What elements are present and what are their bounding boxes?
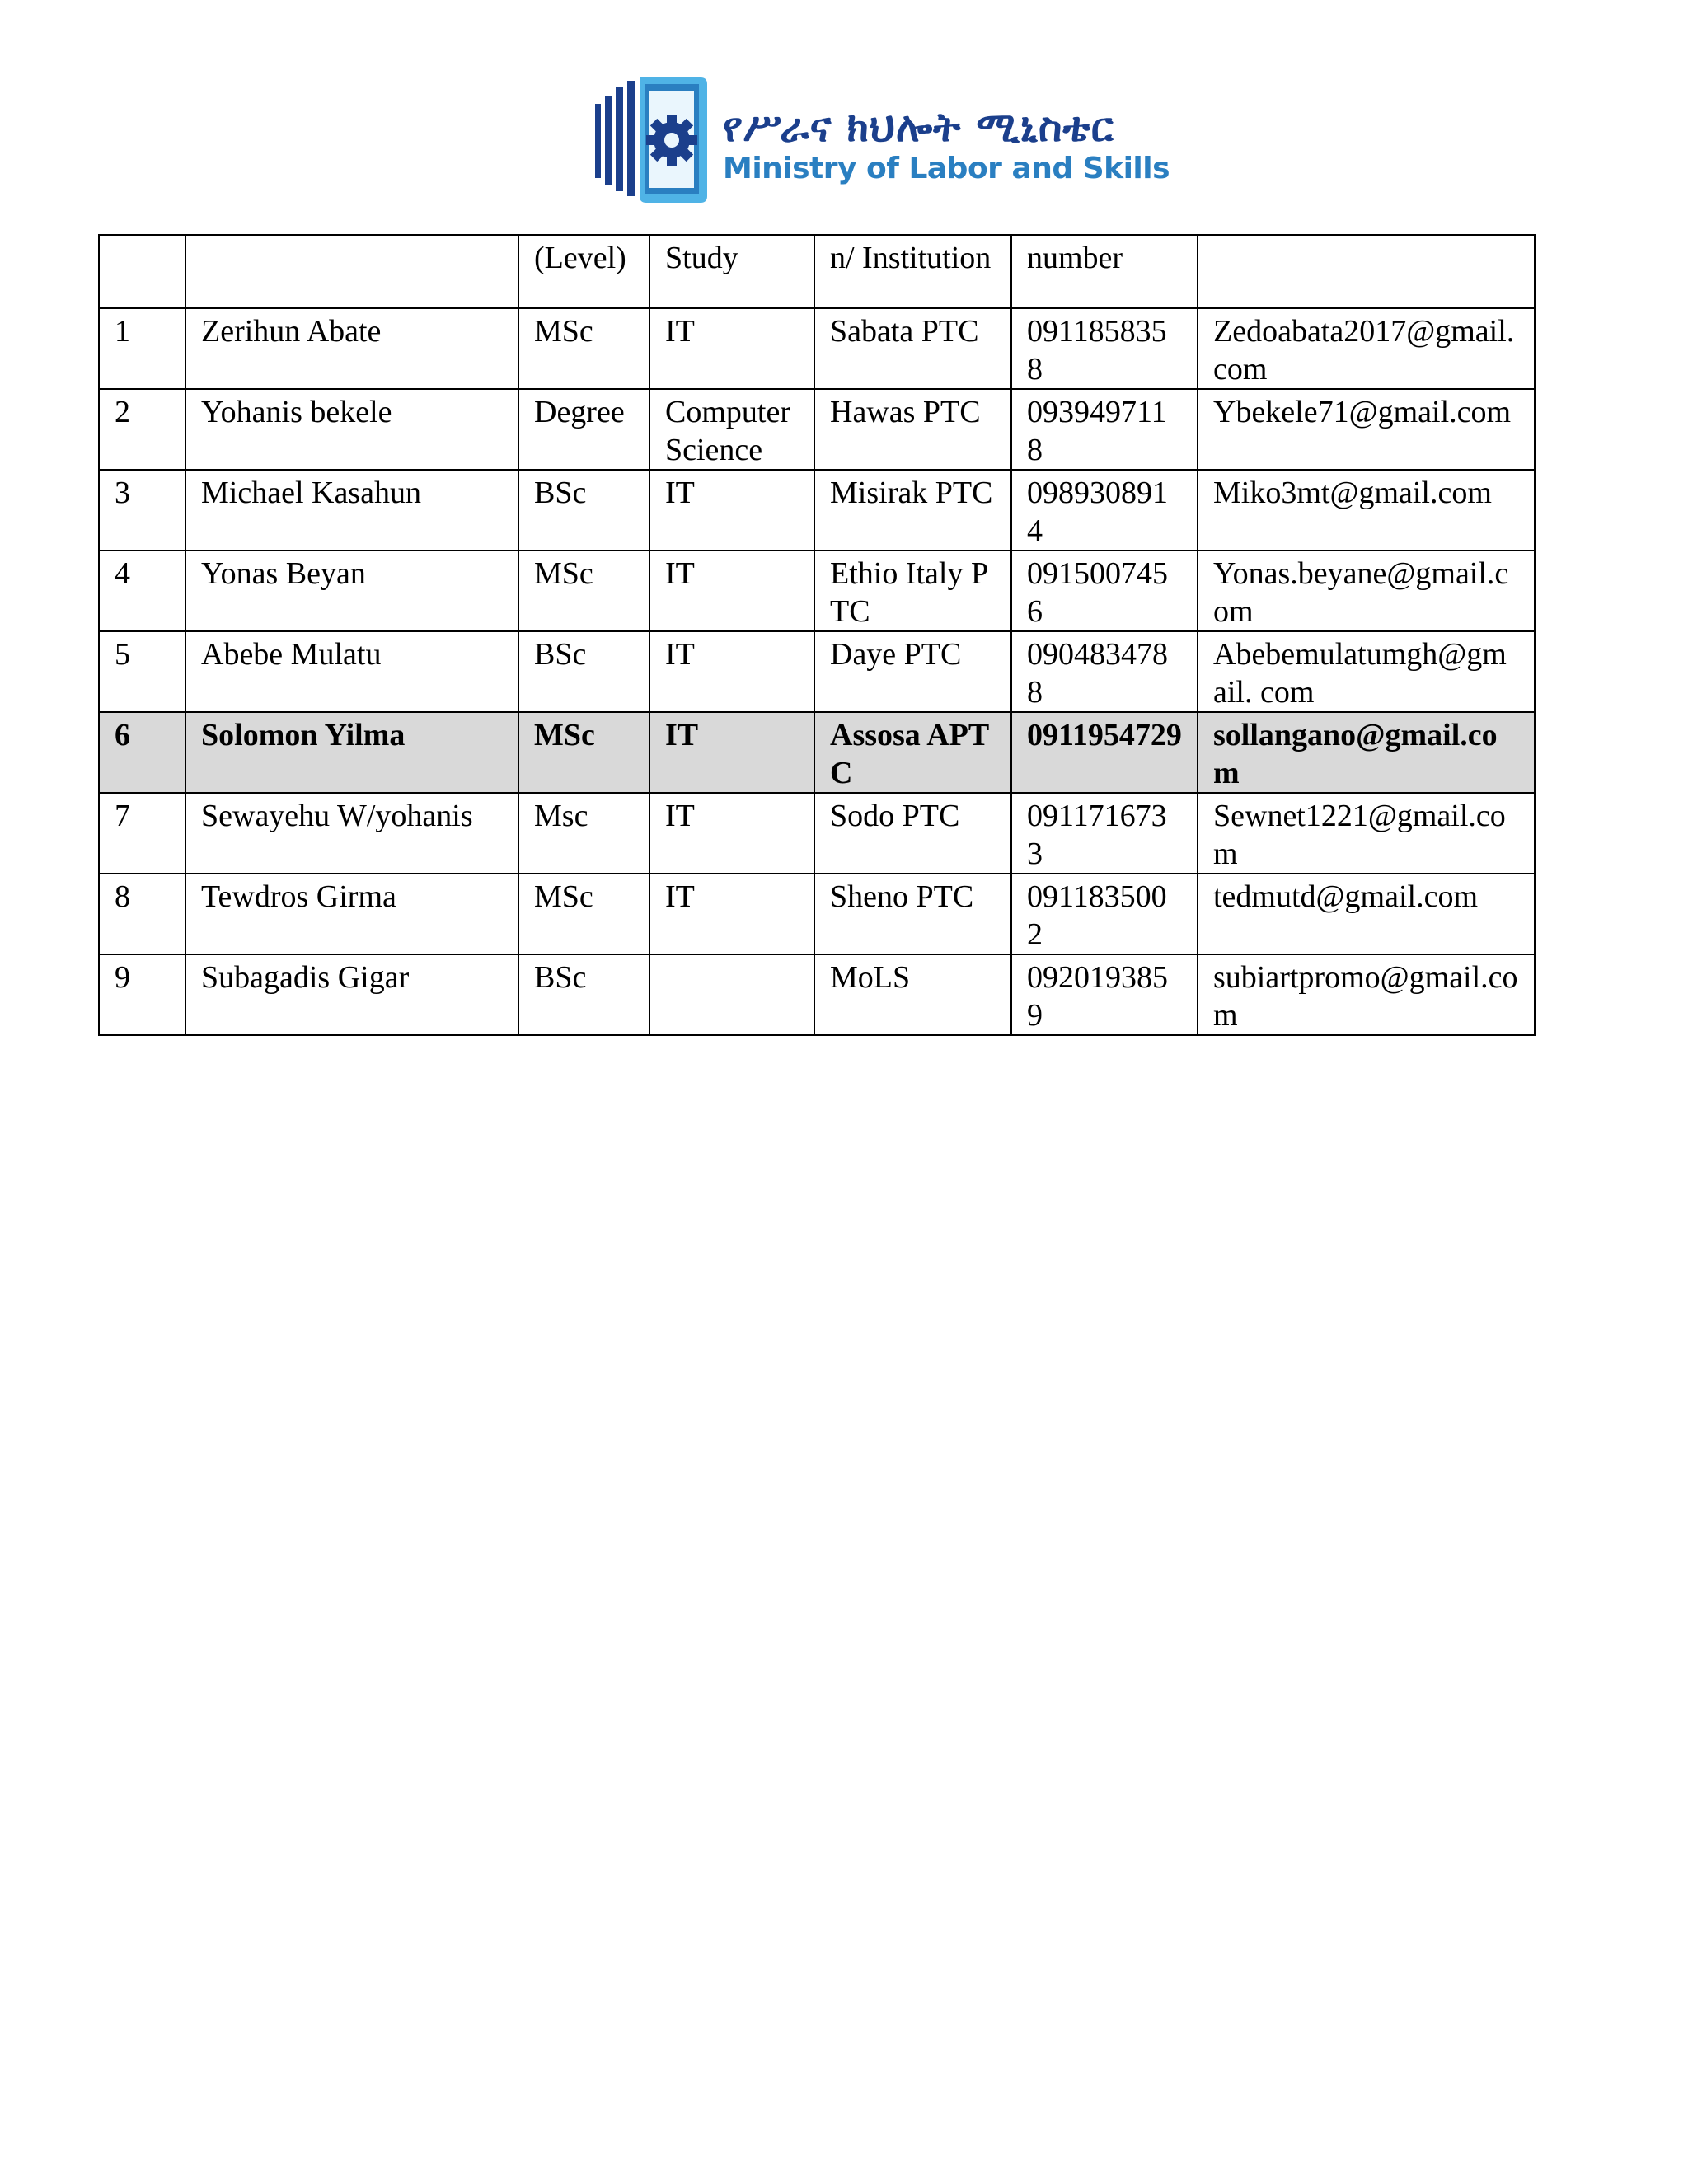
institution-cell: Assosa APTC <box>814 712 1011 793</box>
phone-cell: 0939497118 <box>1011 389 1198 470</box>
qualification-cell: MSc <box>518 551 649 631</box>
email-cell: Zedoabata2017@gmail.com <box>1198 308 1535 389</box>
phone-cell: 0911858358 <box>1011 308 1198 389</box>
institution-cell: Sodo PTC <box>814 793 1011 874</box>
table-row <box>99 470 1535 551</box>
name-cell: Sewayehu W/yohanis <box>185 793 518 874</box>
phone-cell: 0920193859 <box>1011 954 1198 1035</box>
email-cell: sollangano@gmail.com <box>1198 712 1535 793</box>
email-cell: Ybekele71@gmail.com <box>1198 389 1535 470</box>
qualification-cell: BSc <box>518 631 649 712</box>
table-row <box>99 389 1535 470</box>
logo-amharic-text: የሥራና ክህሎት ሚኒስቴር <box>723 104 1114 151</box>
institution-cell: MoLS <box>814 954 1011 1035</box>
email-cell: Abebemulatumgh@gm ail. com <box>1198 631 1535 712</box>
institution-cell: Sabata PTC <box>814 308 1011 389</box>
header-cell-number: number <box>1011 235 1198 308</box>
row-number: 9 <box>99 954 185 1035</box>
institution-cell: Daye PTC <box>814 631 1011 712</box>
phone-cell: 0989308914 <box>1011 470 1198 551</box>
name-cell: Yonas Beyan <box>185 551 518 631</box>
name-cell: Tewdros Girma <box>185 874 518 954</box>
header-cell <box>1198 235 1535 308</box>
table-row <box>99 308 1535 389</box>
row-number: 6 <box>99 712 185 793</box>
qualification-cell: BSc <box>518 470 649 551</box>
row-number: 7 <box>99 793 185 874</box>
header-cell-study: Study <box>649 235 814 308</box>
row-number: 2 <box>99 389 185 470</box>
table-row <box>99 631 1535 712</box>
name-cell: Subagadis Gigar <box>185 954 518 1035</box>
table-row <box>99 712 1535 793</box>
field-of-study-cell: IT <box>649 793 814 874</box>
phone-cell: 0904834788 <box>1011 631 1198 712</box>
institution-cell: Hawas PTC <box>814 389 1011 470</box>
header-cell-level: (Level) <box>518 235 649 308</box>
email-cell: tedmutd@gmail.com <box>1198 874 1535 954</box>
name-cell: Yohanis bekele <box>185 389 518 470</box>
institution-cell: Ethio Italy PTC <box>814 551 1011 631</box>
institution-cell: Sheno PTC <box>814 874 1011 954</box>
table-row <box>99 954 1535 1035</box>
logo-english-text: Ministry of Labor and Skills <box>723 152 1170 185</box>
name-cell: Michael Kasahun <box>185 470 518 551</box>
email-cell: subiartpromo@gmail.com <box>1198 954 1535 1035</box>
table-header-row <box>99 235 1535 308</box>
name-cell: Zerihun Abate <box>185 308 518 389</box>
ministry-logo <box>595 73 1170 204</box>
book-gear-icon <box>595 73 719 204</box>
qualification-cell: MSc <box>518 874 649 954</box>
field-of-study-cell: IT <box>649 470 814 551</box>
field-of-study-cell: IT <box>649 874 814 954</box>
phone-cell: 0915007456 <box>1011 551 1198 631</box>
field-of-study-cell: IT <box>649 712 814 793</box>
qualification-cell: MSc <box>518 712 649 793</box>
row-number: 3 <box>99 470 185 551</box>
phone-cell: 0911835002 <box>1011 874 1198 954</box>
email-cell: Miko3mt@gmail.com <box>1198 470 1535 551</box>
name-cell: Solomon Yilma <box>185 712 518 793</box>
row-number: 8 <box>99 874 185 954</box>
qualification-cell: Msc <box>518 793 649 874</box>
phone-cell: 0911954729 <box>1011 712 1198 793</box>
qualification-cell: MSc <box>518 308 649 389</box>
field-of-study-cell <box>649 954 814 1035</box>
table-row <box>99 793 1535 874</box>
field-of-study-cell: IT <box>649 308 814 389</box>
table-row <box>99 874 1535 954</box>
staff-contact-table <box>98 234 1536 1036</box>
header-cell-institution: n/ Institution <box>814 235 1011 308</box>
phone-cell: 0911716733 <box>1011 793 1198 874</box>
qualification-cell: Degree <box>518 389 649 470</box>
email-cell: Sewnet1221@gmail.com <box>1198 793 1535 874</box>
row-number: 5 <box>99 631 185 712</box>
header-cell <box>99 235 185 308</box>
field-of-study-cell: IT <box>649 631 814 712</box>
email-cell: Yonas.beyane@gmail.com <box>1198 551 1535 631</box>
header-cell <box>185 235 518 308</box>
table-row <box>99 551 1535 631</box>
name-cell: Abebe Mulatu <box>185 631 518 712</box>
field-of-study-cell: IT <box>649 551 814 631</box>
qualification-cell: BSc <box>518 954 649 1035</box>
row-number: 1 <box>99 308 185 389</box>
institution-cell: Misirak PTC <box>814 470 1011 551</box>
row-number: 4 <box>99 551 185 631</box>
field-of-study-cell: Computer Science <box>649 389 814 470</box>
